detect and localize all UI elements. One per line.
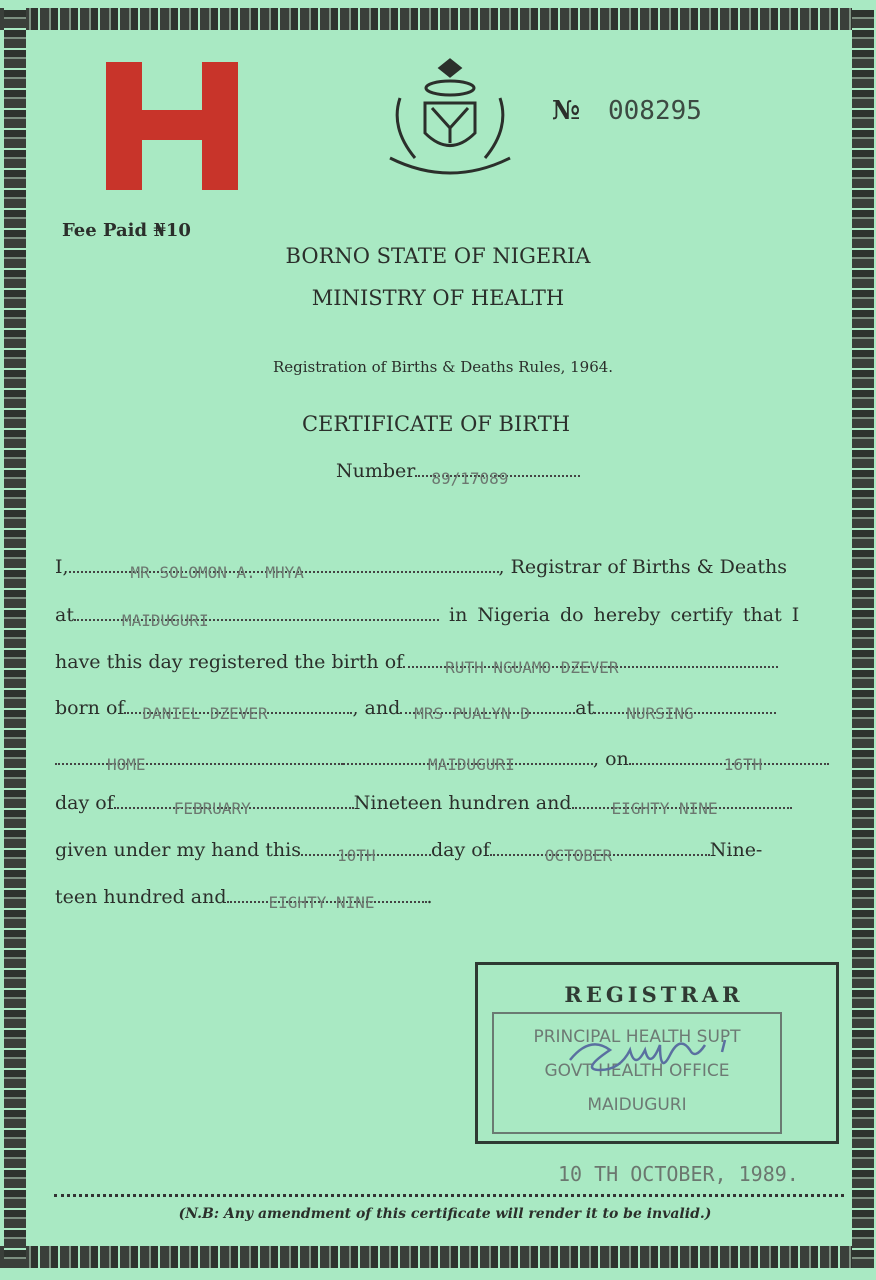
- line-issue-date: [55, 839, 830, 865]
- line-registrar: [55, 556, 830, 582]
- amendment-note: (N.B: Any amendment of this certificate will render it to be invalid.): [178, 1206, 712, 1222]
- registrar-name: MR SOLOMON A. MHYA: [130, 563, 304, 582]
- birth-day: 16TH: [723, 755, 763, 774]
- number-label: Number: [336, 460, 416, 482]
- signature-icon: [560, 1030, 780, 1090]
- text: born of: [55, 697, 125, 719]
- issue-date-typed: 10 TH OCTOBER, 1989.: [558, 1162, 799, 1186]
- line-child: [55, 651, 830, 677]
- mother-name: MRS PUALYN D: [414, 704, 530, 723]
- issue-month: OCTOBER: [544, 846, 613, 865]
- father-name: DANIEL DZEVER: [142, 704, 268, 723]
- footer-divider: [54, 1194, 844, 1197]
- number-value: 89/17089: [431, 469, 509, 488]
- birth-year: EIGHTY NINE: [611, 799, 718, 818]
- text: at: [575, 697, 595, 719]
- coat-of-arms-icon: [380, 58, 520, 180]
- right-border: [852, 8, 874, 1268]
- state-heading: BORNO STATE OF NIGERIA: [285, 244, 591, 268]
- left-border: [4, 8, 26, 1268]
- certificate-title: CERTIFICATE OF BIRTH: [301, 412, 571, 436]
- stamp-line-1: PRINCIPAL HEALTH SUPT: [533, 1027, 741, 1047]
- issue-year: EIGHTY NINE: [268, 893, 375, 912]
- certificate-number: [336, 460, 580, 488]
- text: I,: [55, 556, 69, 578]
- line-birth-month-year: [55, 792, 830, 818]
- text: , on: [593, 748, 629, 770]
- line-location-date: [55, 748, 830, 774]
- text: teen hundred and: [55, 886, 227, 908]
- child-name: RUTH NGUAMO DZEVER: [445, 658, 619, 677]
- birth-month: FEBRUARY: [173, 799, 251, 818]
- text: Nineteen hundren and: [353, 792, 572, 814]
- text: in Nigeria do hereby certify that I: [449, 604, 800, 626]
- red-h-emblem-icon: [106, 62, 238, 190]
- text: , Registrar of Births & Deaths: [498, 556, 788, 578]
- text: at: [55, 604, 74, 626]
- line-issue-year: [55, 886, 830, 912]
- text: have this day registered the birth of: [55, 651, 404, 673]
- issue-day: 10TH: [337, 846, 376, 865]
- stamp-line-2: GOVT HEALTH OFFICE: [544, 1061, 730, 1081]
- text: Nine-: [709, 839, 763, 861]
- line-place: [55, 604, 830, 630]
- bottom-border: [0, 1246, 868, 1268]
- stamp-line-3: MAIDUGURI: [587, 1095, 687, 1115]
- fee-paid: Fee Paid ₦10: [62, 220, 191, 241]
- text: day of: [55, 792, 114, 814]
- birth-town: MAIDUGURI: [428, 755, 515, 774]
- text: , and: [352, 697, 401, 719]
- text: day of: [431, 839, 490, 861]
- text: given under my hand this: [55, 839, 301, 861]
- birth-place: NURSING: [626, 704, 694, 723]
- rules-reference: Registration of Births & Deaths Rules, 1964.: [272, 358, 614, 376]
- serial-label: №: [552, 96, 581, 126]
- serial-number: 008295: [608, 96, 702, 126]
- birth-place-cont: HOME: [107, 755, 146, 774]
- text: .: [426, 886, 433, 908]
- registration-place: MAIDUGURI: [121, 611, 209, 630]
- ministry-heading: MINISTRY OF HEALTH: [311, 286, 565, 310]
- top-border: [0, 8, 868, 30]
- line-parents: [55, 697, 830, 723]
- registrar-heading: REGISTRAR: [564, 982, 744, 1007]
